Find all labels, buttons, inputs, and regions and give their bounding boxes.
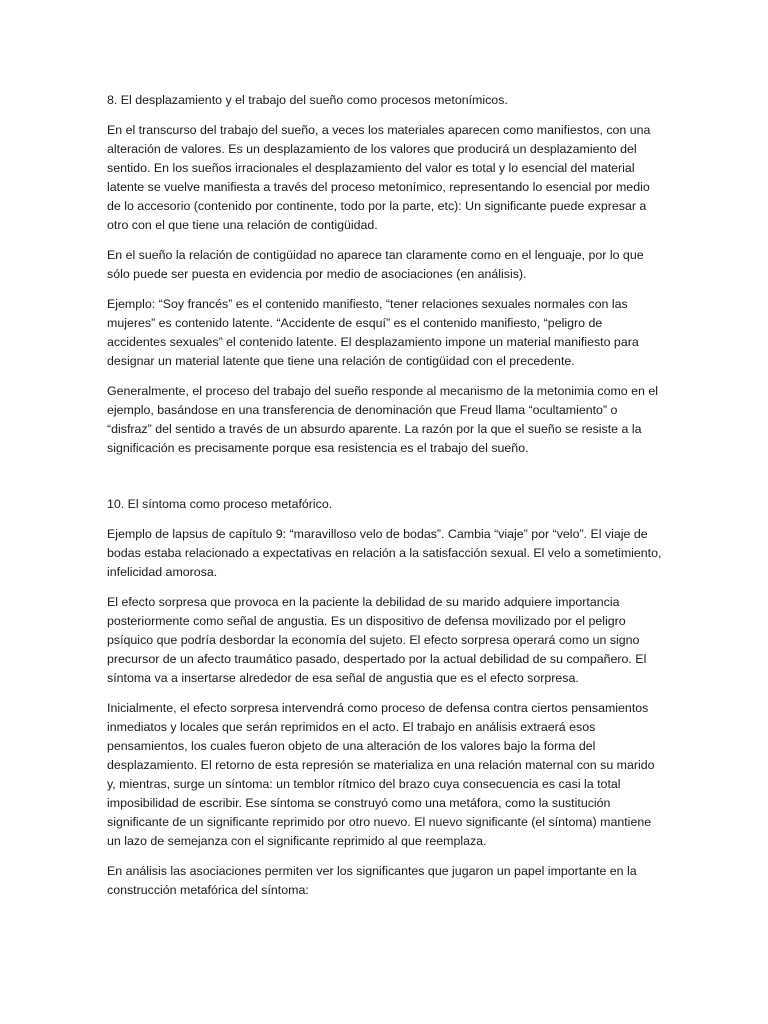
section-gap (107, 469, 662, 495)
section-10-paragraph-3: Inicialmente, el efecto sorpresa intervendrá como proceso de defensa contra ciertos pensamientos inmediatos y locales que serán reprimidos en el acto. El trabajo en análisis extraerá esos pensamientos, los cuales fueron objeto de una alteración de los valores bajo la forma del desplazamiento. El retorno de esta represión se materializa en una relación maternal con su marido y, mientras, surge un síntoma: un temblor rítmico del brazo cuya consecuencia es casi la total imposibilidad de escribir. Ese síntoma se construyó como una metáfora, como la sustitución significante de un significante reprimido por otro nuevo. El nuevo significante (el síntoma) mantiene un lazo de semejanza con el significante reprimido al que reemplaza. (107, 701, 655, 848)
section-8-paragraph-1: En el transcurso del trabajo del sueño, a veces los materiales aparecen como manifiestos, con una alteración de valores. Es un desplazamiento de los valores que producirá un desplazamiento del sentido. En los sueños irracionales el desplazamiento del valor es total y lo esencial del material latente se vuelve manifiesta a través del proceso metonímico, representando lo esencial por medio de lo accesorio (contenido por continente, todo por la parte, etc): Un significante puede expresar a otro con el que tiene una relación de contigüidad. (107, 123, 651, 232)
section-8-paragraph-3: Ejemplo: “Soy francés” es el contenido manifiesto, “tener relaciones sexuales normales con las mujeres” es contenido latente. “Accidente de esquí” es el contenido manifiesto, “peligro de accidentes sexuales” el contenido latente. El desplazamiento impone un material manifiesto para designar un material latente que tiene una relación de contigüidad con el precedente. (107, 297, 639, 368)
section-8-paragraph-2: En el sueño la relación de contigüidad no aparece tan claramente como en el lenguaje, por lo que sólo puede ser puesta en evidencia por medio de asociaciones (en análisis). (107, 248, 644, 281)
section-8-paragraph-4: Generalmente, el proceso del trabajo del sueño responde al mecanismo de la metonimia como en el ejemplo, basándose en una transferencia de denominación que Freud llama “ocultamiento” o “disfraz” del sentido a través de un absurdo aparente. La razón por la que el sueño se resiste a la significación es precisamente porque esa resistencia es el trabajo del sueño. (107, 384, 659, 455)
section-10-paragraph-4: En análisis las asociaciones permiten ver los significantes que jugaron un papel importante en la construcción metafórica del síntoma: (107, 864, 637, 897)
section-10-paragraph-1: Ejemplo de lapsus de capítulo 9: “maravilloso velo de bodas”. Cambia “viaje” por “velo”. El viaje de bodas estaba relacionado a expectativas en relación a la satisfacción sexual. El velo a sometimiento, infelicidad amorosa. (107, 527, 662, 579)
section-10-heading: 10. El síntoma como proceso metafórico. (107, 497, 333, 511)
document-page (107, 91, 662, 911)
section-10-paragraph-2: El efecto sorpresa que provoca en la paciente la debilidad de su marido adquiere importancia posteriormente como señal de angustia. Es un dispositivo de defensa movilizado por el peligro psíquico que podría desbordar la economía del sujeto. El efecto sorpresa operará como un signo precursor de un afecto traumático pasado, despertado por la actual debilidad de su compañero. El síntoma va a insertarse alrededor de esa señal de angustia que es el efecto sorpresa. (107, 595, 647, 685)
section-8-heading: 8. El desplazamiento y el trabajo del sueño como procesos metonímicos. (107, 93, 508, 107)
